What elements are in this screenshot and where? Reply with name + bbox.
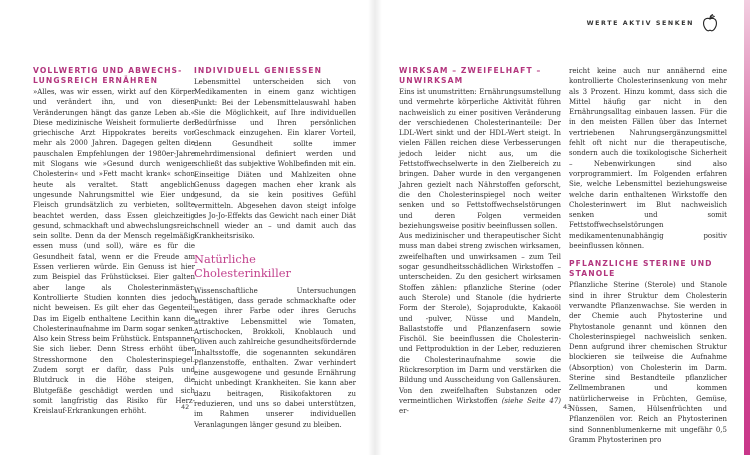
section-heading-individuell: INDIVIDUELL GENIESSEN [194, 66, 323, 75]
page-reference: (siehe Seite 47) [501, 396, 562, 405]
body-text-2 [399, 231, 561, 416]
body-text-span: Aus medizinischer und therapeutischer Sicht muss man dabei streng zwischen wirksamen, zweifelhaften und unwirksamen – zum Teil sogar gesundheitsschädlichen Wirkstoffen – unterscheiden. Zu den gesichert wirksamen Stoffen zählen: pflanzliche Sterine (oder auch Sterole) und Stanole (die hydrierte Form der Sterole), Sojaprodukte, Kakaoöl und -pulver, Nüsse und Mandeln, Ballaststoffe und Pflanzenfasern sowie Fischöl. Sie beeinflussen die Cholesterin- und Fettproduktion in der Leber, reduzieren die Cholesterinaufnahme sowie die Rückresorption im Darm und verstärken die Bildung und Ausscheidung von Gallensäuren. Von den zweifelhaften Substanzen oder vermeintlichen Wirkstoffen [399, 232, 561, 405]
body-text: Eins ist unumstritten: Ernährungsumstellung und vermehrte körperliche Aktivität führen nachweislich zu einer positiven Veränderung der verschiedenen Cholesterinanteile: Der LDL-Wert sinkt und der HDL-Wert steigt. In vielen Fällen reichen diese Verbesserungen jedoch leider nicht aus, um die Fettstoffwechselwerte in den Zielbereich zu bringen. Daher wurde in den vergangenen Jahren gezielt nach Nährstoffen geforscht, die den Cholesterinspiegel noch weiter senken und so Fettstoffwechselstörungen und deren Folgen vermeiden beziehungsweise positiv beeinflussen sollen. [399, 88, 561, 230]
body-text: »Alles, was wir essen, wirkt auf den Körper und verändert ihn, und von diesen Veränderungen hängt das ganze Leben ab.« Diese medizinische Weisheit formulierte der griechische Arzt Hippokrates bereits vor mehr als 2000 Jahren. Dagegen gelten die pauschalen Empfehlungen der 1980er-Jahre mit Slogans wie »Gesund durch weniger Cholesterin« und »Fett macht krank« schon heute als veraltet. Statt angeblich ungesunde Nahrungsmittel wie Eier und Fleisch grundsätzlich zu verbieten, sollte beachtet werden, dass Essen gleichzeitig gesund, schmackhaft und abwechslungsreich sein sollte. Denn da der Mensch regelmäßig essen muss (und soll), wäre es für die Gesundheit fatal, wenn er die Freude am Essen verlieren würde. Ein Genuss ist hier zum Beispiel das Frühstücksei. Eier galten aber lange als Cholesterinmäster. Kontrollierte Studien konnten dies jedoch nicht beweisen. Es gilt eher das Gegenteil: Das im Eigelb enthaltene Lecithin kann die Cholesterinaufnahme im Darm sogar senken. Also kein Stress beim Frühstück. Entspannen Sie sich lieber. Denn Stress erhöht über Stresshormone den Cholesterinspiegel. Zudem sorgt er dafür, dass Puls und Blutdruck in die Höhe steigen, die Blutgefäße geschädigt werden und sich somit langfristig das Risiko für Herz-Kreislauf-Erkrankungen erhöht. [33, 88, 196, 416]
left-page-column-2 [194, 66, 356, 430]
section-heading-vollwertig: VOLLWERTIG UND ABWECHS- LUNGSREICH ERNÄHREN [33, 66, 183, 85]
right-page-column-2 [569, 66, 727, 445]
apple-icon [702, 14, 718, 32]
page-number-right: 43 [563, 403, 572, 411]
body-text: Wissenschaftliche Untersuchungen bestätigen, dass gerade schmackhafte oder wegen ihrer Farbe oder ihres Geruchs attraktive Lebensmittel wie Tomaten, Artischocken, Brokkoli, Knoblauch und Oliven auch zahlreiche gesundheitsfördernde Inhaltsstoffe, die sogenannten sekundären Pflanzenstoffe, enthalten. Zwar verhindert eine ausgewogene und gesunde Ernährung nicht unbedingt Krankheiten. Sie kann aber dazu beitragen, Risikofaktoren zu reduzieren, und uns so dabei unterstützen, im Rahmen unserer individuellen Veranlagungen länger gesund zu bleiben. [194, 286, 356, 429]
body-text-span: er- [399, 407, 409, 416]
left-page-column-1 [33, 66, 195, 417]
subheading-cholesterinkiller: Natürliche Cholesterinkiller [194, 251, 291, 280]
body-text: Pflanzliche Sterine (Sterole) und Stanole sind in ihrer Struktur dem Cholesterin verwandte Pflanzenwachse. Sie werden in der Chemie auch Phytosterine und Phytostanole genannt und können den Cholesterinspiegel nachweislich senken. Denn aufgrund ihrer chemischen Struktur blockieren sie teilweise die Aufnahme (Absorption) von Cholesterin im Darm. Sterine sind Bestandteile pflanzlicher Zellmembranen und kommen natürlicherweise in Früchten, Gemüse, Nüssen, Samen, Hülsenfrüchten und Pflanzenölen vor. Reich an Phytosterinen sind Sonnenblumenkerne mit ungefähr 0,5 Gramm Phytosterinen pro [569, 281, 727, 444]
body-text: Lebensmittel unterscheiden sich von Medikamenten in einem ganz wichtigen Punkt: Bei der Lebensmittelauswahl haben Sie die Möglichkeit, auf Ihre individuellen Bedürfnisse und Ihren persönlichen Geschmack einzugehen. Ein klarer Vorteil, denn Gesundheit sollte immer mehrdimensional definiert werden und schließt das subjektive Wohlbefinden mit ein. Einseitige Diäten und Mahlzeiten ohne Genuss dagegen machen eher krank als gesund, da sie kein positives Gefühl vermitteln. Abgesehen davon steigt infolge des Jo-Jo-Effekts das Gewicht nach einer Diät schnell wieder an – und damit auch das Krankheitsrisiko. [194, 78, 356, 241]
right-page-column-1 [399, 66, 561, 417]
body-text: reicht keine auch nur annähernd eine kontrollierte Cholesterinsenkung von mehr als 3 Prozent. Hinzu kommt, dass sich die Mittel häufig gar nicht in den Ernährungsalltag einbauen lassen. Für die in den meisten Fällen über das Internet vertriebenen Nahrungsergänzungsmittel fehlt oft nicht nur die therapeutische, sondern auch die toxikologische Sicherheit – Nebenwirkungen sind also vorprogrammiert. Im Folgenden erfahren Sie, welche Lebensmittel beziehungsweise welche darin enthaltenen Wirkstoffe den Cholesterinwert im Blut nachweislich senken und somit Fettstoffwechselstörungen medikamentenunabhängig positiv beeinflussen können. [569, 67, 727, 251]
section-heading-pflanzliche-sterine: PFLANZLICHE STERINE UND STANOLE [569, 259, 713, 279]
page-edge-color-bar [744, 0, 750, 455]
running-header [587, 14, 718, 32]
running-title: WERTE AKTIV SENKEN [586, 19, 694, 27]
gutter-shadow [368, 0, 382, 455]
section-heading-wirksam: WIRKSAM – ZWEIFELHAFT – UNWIRKSAM [399, 66, 542, 85]
page-number-left: 42 [181, 403, 190, 411]
